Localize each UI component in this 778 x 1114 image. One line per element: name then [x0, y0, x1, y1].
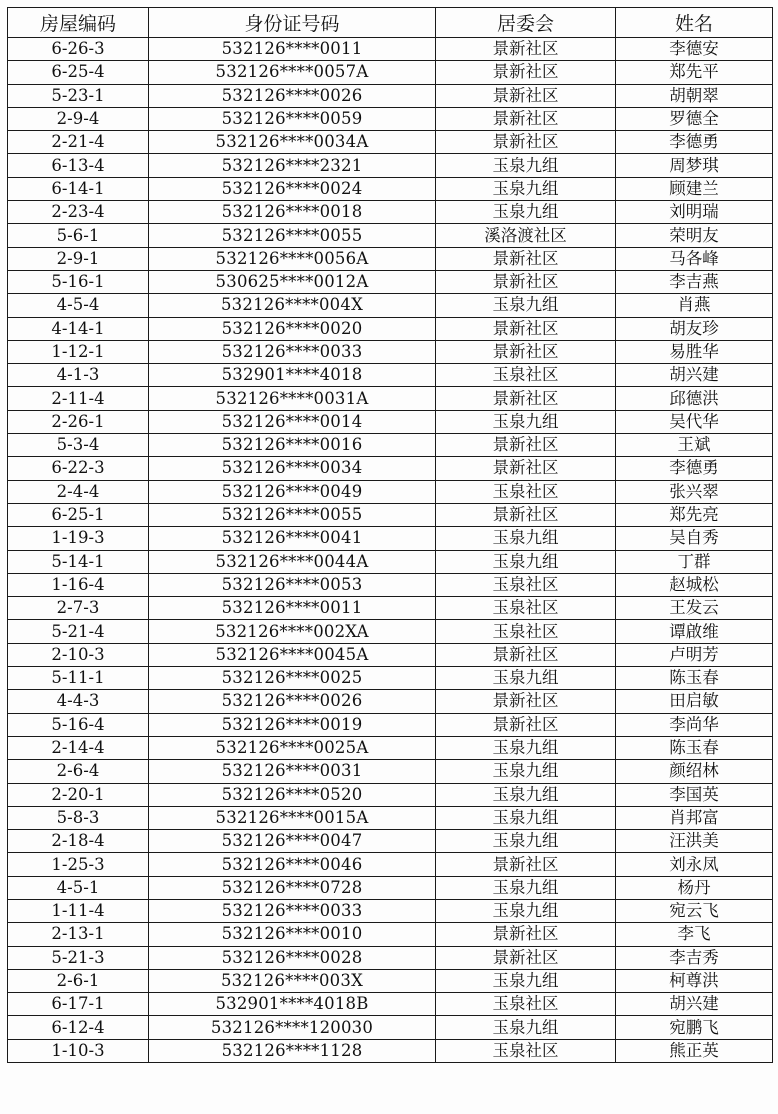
- cell-name: 陈玉春: [616, 667, 773, 690]
- cell-id-number: 532126****0041: [149, 527, 436, 550]
- table-row: [8, 480, 773, 503]
- cell-committee: 玉泉社区: [436, 597, 616, 620]
- table-row: [8, 503, 773, 526]
- cell-name: 郑先亮: [616, 503, 773, 526]
- cell-committee: 玉泉九组: [436, 736, 616, 759]
- table-row: [8, 573, 773, 596]
- cell-house-code: 4-4-3: [8, 690, 149, 713]
- table-row: [8, 946, 773, 969]
- cell-id-number: 530625****0012A: [149, 270, 436, 293]
- cell-id-number: 532126****0056A: [149, 247, 436, 270]
- cell-house-code: 5-8-3: [8, 806, 149, 829]
- table-row: [8, 364, 773, 387]
- cell-id-number: 532126****0034A: [149, 131, 436, 154]
- cell-house-code: 6-14-1: [8, 177, 149, 200]
- cell-house-code: 4-5-1: [8, 876, 149, 899]
- cell-id-number: 532126****0046: [149, 853, 436, 876]
- cell-committee: 玉泉社区: [436, 993, 616, 1016]
- cell-house-code: 4-14-1: [8, 317, 149, 340]
- cell-committee: 玉泉九组: [436, 177, 616, 200]
- table-row: [8, 434, 773, 457]
- cell-id-number: 532126****120030: [149, 1016, 436, 1039]
- table-row: [8, 61, 773, 84]
- table-row: [8, 270, 773, 293]
- cell-committee: 玉泉九组: [436, 760, 616, 783]
- cell-committee: 玉泉九组: [436, 201, 616, 224]
- cell-committee: 景新社区: [436, 690, 616, 713]
- cell-id-number: 532126****0025A: [149, 736, 436, 759]
- cell-id-number: 532901****4018B: [149, 993, 436, 1016]
- cell-committee: 玉泉社区: [436, 364, 616, 387]
- cell-name: 易胜华: [616, 340, 773, 363]
- cell-id-number: 532126****0026: [149, 690, 436, 713]
- cell-name: 刘明瑞: [616, 201, 773, 224]
- cell-house-code: 2-18-4: [8, 830, 149, 853]
- cell-name: 丁群: [616, 550, 773, 573]
- cell-name: 李国英: [616, 783, 773, 806]
- cell-house-code: 5-11-1: [8, 667, 149, 690]
- cell-id-number: 532126****0014: [149, 410, 436, 433]
- cell-id-number: 532126****0059: [149, 107, 436, 130]
- cell-name: 刘永凤: [616, 853, 773, 876]
- table-row: [8, 899, 773, 922]
- cell-house-code: 5-21-4: [8, 620, 149, 643]
- cell-name: 肖邦富: [616, 806, 773, 829]
- cell-name: 邱德洪: [616, 387, 773, 410]
- cell-id-number: 532126****0024: [149, 177, 436, 200]
- table-row: [8, 643, 773, 666]
- cell-id-number: 532126****0019: [149, 713, 436, 736]
- cell-name: 李吉燕: [616, 270, 773, 293]
- cell-committee: 景新社区: [436, 387, 616, 410]
- cell-committee: 景新社区: [436, 131, 616, 154]
- cell-id-number: 532126****0031A: [149, 387, 436, 410]
- cell-id-number: 532126****0028: [149, 946, 436, 969]
- cell-name: 王发云: [616, 597, 773, 620]
- cell-house-code: 2-20-1: [8, 783, 149, 806]
- cell-house-code: 2-7-3: [8, 597, 149, 620]
- header-id-number: 身份证号码: [149, 8, 436, 38]
- cell-id-number: 532126****0047: [149, 830, 436, 853]
- table-row: [8, 387, 773, 410]
- cell-name: 陈玉春: [616, 736, 773, 759]
- cell-name: 荣明友: [616, 224, 773, 247]
- cell-id-number: 532126****0031: [149, 760, 436, 783]
- cell-house-code: 5-14-1: [8, 550, 149, 573]
- cell-house-code: 1-12-1: [8, 340, 149, 363]
- cell-committee: 景新社区: [436, 643, 616, 666]
- cell-committee: 玉泉社区: [436, 480, 616, 503]
- cell-id-number: 532126****0026: [149, 84, 436, 107]
- cell-id-number: 532126****0033: [149, 899, 436, 922]
- cell-name: 谭啟维: [616, 620, 773, 643]
- table-row: [8, 620, 773, 643]
- cell-id-number: 532126****0020: [149, 317, 436, 340]
- table-row: [8, 969, 773, 992]
- cell-name: 胡朝翠: [616, 84, 773, 107]
- cell-committee: 玉泉社区: [436, 620, 616, 643]
- cell-name: 李德安: [616, 38, 773, 61]
- table-body: [8, 38, 773, 1063]
- cell-id-number: 532126****0057A: [149, 61, 436, 84]
- header-committee: 居委会: [436, 8, 616, 38]
- cell-id-number: 532126****0011: [149, 38, 436, 61]
- table-row: [8, 317, 773, 340]
- cell-house-code: 5-16-4: [8, 713, 149, 736]
- header-name: 姓名: [616, 8, 773, 38]
- cell-house-code: 2-10-3: [8, 643, 149, 666]
- cell-name: 吴自秀: [616, 527, 773, 550]
- table-row: [8, 713, 773, 736]
- cell-house-code: 5-16-1: [8, 270, 149, 293]
- cell-committee: 景新社区: [436, 503, 616, 526]
- cell-committee: 玉泉九组: [436, 550, 616, 573]
- table-row: [8, 410, 773, 433]
- cell-house-code: 1-16-4: [8, 573, 149, 596]
- cell-committee: 玉泉九组: [436, 154, 616, 177]
- table-row: [8, 690, 773, 713]
- cell-committee: 景新社区: [436, 946, 616, 969]
- table-row: [8, 38, 773, 61]
- cell-name: 熊正英: [616, 1039, 773, 1062]
- cell-house-code: 2-26-1: [8, 410, 149, 433]
- cell-house-code: 6-26-3: [8, 38, 149, 61]
- cell-name: 顾建兰: [616, 177, 773, 200]
- cell-name: 胡友珍: [616, 317, 773, 340]
- cell-committee: 玉泉九组: [436, 806, 616, 829]
- cell-id-number: 532126****0033: [149, 340, 436, 363]
- cell-name: 李德勇: [616, 457, 773, 480]
- table-row: [8, 457, 773, 480]
- table-row: [8, 154, 773, 177]
- cell-house-code: 4-5-4: [8, 294, 149, 317]
- cell-name: 颜绍林: [616, 760, 773, 783]
- cell-id-number: 532126****003X: [149, 969, 436, 992]
- cell-committee: 景新社区: [436, 434, 616, 457]
- cell-name: 汪洪美: [616, 830, 773, 853]
- table-row: [8, 201, 773, 224]
- table-row: [8, 736, 773, 759]
- table-row: [8, 597, 773, 620]
- cell-id-number: 532126****1128: [149, 1039, 436, 1062]
- cell-committee: 景新社区: [436, 923, 616, 946]
- cell-name: 李飞: [616, 923, 773, 946]
- cell-committee: 景新社区: [436, 61, 616, 84]
- cell-house-code: 6-12-4: [8, 1016, 149, 1039]
- cell-house-code: 1-10-3: [8, 1039, 149, 1062]
- cell-name: 宛鹏飞: [616, 1016, 773, 1039]
- table-row: [8, 667, 773, 690]
- table-row: [8, 993, 773, 1016]
- cell-id-number: 532126****002XA: [149, 620, 436, 643]
- table-header-row: [8, 8, 773, 38]
- cell-committee: 玉泉九组: [436, 876, 616, 899]
- table-row: [8, 806, 773, 829]
- cell-id-number: 532901****4018: [149, 364, 436, 387]
- cell-id-number: 532126****0044A: [149, 550, 436, 573]
- cell-name: 马各峰: [616, 247, 773, 270]
- cell-house-code: 5-6-1: [8, 224, 149, 247]
- cell-id-number: 532126****2321: [149, 154, 436, 177]
- cell-committee: 溪洛渡社区: [436, 224, 616, 247]
- cell-name: 郑先平: [616, 61, 773, 84]
- cell-committee: 景新社区: [436, 340, 616, 363]
- cell-name: 杨丹: [616, 876, 773, 899]
- table-row: [8, 923, 773, 946]
- cell-house-code: 5-23-1: [8, 84, 149, 107]
- cell-house-code: 6-17-1: [8, 993, 149, 1016]
- cell-house-code: 4-1-3: [8, 364, 149, 387]
- table-row: [8, 853, 773, 876]
- table-row: [8, 783, 773, 806]
- cell-house-code: 2-11-4: [8, 387, 149, 410]
- cell-house-code: 2-6-4: [8, 760, 149, 783]
- table-row: [8, 760, 773, 783]
- cell-committee: 景新社区: [436, 270, 616, 293]
- cell-house-code: 5-21-3: [8, 946, 149, 969]
- cell-id-number: 532126****0728: [149, 876, 436, 899]
- cell-committee: 玉泉九组: [436, 410, 616, 433]
- cell-house-code: 1-25-3: [8, 853, 149, 876]
- cell-id-number: 532126****0010: [149, 923, 436, 946]
- cell-committee: 景新社区: [436, 107, 616, 130]
- cell-committee: 景新社区: [436, 457, 616, 480]
- cell-committee: 玉泉九组: [436, 667, 616, 690]
- cell-committee: 玉泉九组: [436, 899, 616, 922]
- table-row: [8, 876, 773, 899]
- cell-house-code: 2-14-4: [8, 736, 149, 759]
- cell-committee: 景新社区: [436, 853, 616, 876]
- cell-name: 赵城松: [616, 573, 773, 596]
- cell-committee: 玉泉九组: [436, 783, 616, 806]
- cell-committee: 景新社区: [436, 247, 616, 270]
- table-row: [8, 177, 773, 200]
- table-row: [8, 1016, 773, 1039]
- cell-id-number: 532126****0520: [149, 783, 436, 806]
- table-row: [8, 340, 773, 363]
- cell-committee: 玉泉九组: [436, 969, 616, 992]
- table-row: [8, 830, 773, 853]
- cell-name: 卢明芳: [616, 643, 773, 666]
- cell-id-number: 532126****0049: [149, 480, 436, 503]
- header-house-code: 房屋编码: [8, 8, 149, 38]
- cell-house-code: 2-13-1: [8, 923, 149, 946]
- cell-house-code: 1-11-4: [8, 899, 149, 922]
- cell-committee: 玉泉九组: [436, 294, 616, 317]
- resident-table: [7, 7, 773, 1063]
- cell-committee: 玉泉社区: [436, 573, 616, 596]
- table-row: [8, 224, 773, 247]
- cell-house-code: 2-21-4: [8, 131, 149, 154]
- cell-name: 周梦琪: [616, 154, 773, 177]
- cell-name: 肖燕: [616, 294, 773, 317]
- cell-name: 田启敏: [616, 690, 773, 713]
- cell-committee: 玉泉九组: [436, 527, 616, 550]
- cell-house-code: 1-19-3: [8, 527, 149, 550]
- cell-house-code: 2-9-1: [8, 247, 149, 270]
- cell-committee: 景新社区: [436, 84, 616, 107]
- table-row: [8, 1039, 773, 1062]
- cell-name: 宛云飞: [616, 899, 773, 922]
- cell-id-number: 532126****004X: [149, 294, 436, 317]
- cell-house-code: 5-3-4: [8, 434, 149, 457]
- cell-committee: 景新社区: [436, 38, 616, 61]
- cell-id-number: 532126****0045A: [149, 643, 436, 666]
- cell-house-code: 6-13-4: [8, 154, 149, 177]
- cell-name: 李吉秀: [616, 946, 773, 969]
- cell-id-number: 532126****0018: [149, 201, 436, 224]
- cell-committee: 玉泉九组: [436, 830, 616, 853]
- table-row: [8, 527, 773, 550]
- cell-house-code: 2-9-4: [8, 107, 149, 130]
- cell-id-number: 532126****0025: [149, 667, 436, 690]
- cell-name: 吴代华: [616, 410, 773, 433]
- table-row: [8, 294, 773, 317]
- cell-committee: 玉泉九组: [436, 1016, 616, 1039]
- table-row: [8, 131, 773, 154]
- cell-id-number: 532126****0011: [149, 597, 436, 620]
- cell-name: 胡兴建: [616, 364, 773, 387]
- cell-house-code: 2-6-1: [8, 969, 149, 992]
- cell-name: 张兴翠: [616, 480, 773, 503]
- table-row: [8, 84, 773, 107]
- cell-id-number: 532126****0016: [149, 434, 436, 457]
- cell-name: 李德勇: [616, 131, 773, 154]
- cell-name: 王斌: [616, 434, 773, 457]
- cell-id-number: 532126****0055: [149, 224, 436, 247]
- cell-name: 胡兴建: [616, 993, 773, 1016]
- cell-house-code: 2-23-4: [8, 201, 149, 224]
- table-row: [8, 247, 773, 270]
- cell-house-code: 6-25-1: [8, 503, 149, 526]
- cell-committee: 景新社区: [436, 713, 616, 736]
- cell-name: 柯尊洪: [616, 969, 773, 992]
- cell-name: 罗德全: [616, 107, 773, 130]
- table-row: [8, 107, 773, 130]
- cell-name: 李尚华: [616, 713, 773, 736]
- cell-id-number: 532126****0034: [149, 457, 436, 480]
- cell-committee: 玉泉社区: [436, 1039, 616, 1062]
- cell-id-number: 532126****0055: [149, 503, 436, 526]
- cell-id-number: 532126****0015A: [149, 806, 436, 829]
- cell-committee: 景新社区: [436, 317, 616, 340]
- cell-house-code: 6-25-4: [8, 61, 149, 84]
- cell-id-number: 532126****0053: [149, 573, 436, 596]
- cell-house-code: 6-22-3: [8, 457, 149, 480]
- cell-house-code: 2-4-4: [8, 480, 149, 503]
- table-row: [8, 550, 773, 573]
